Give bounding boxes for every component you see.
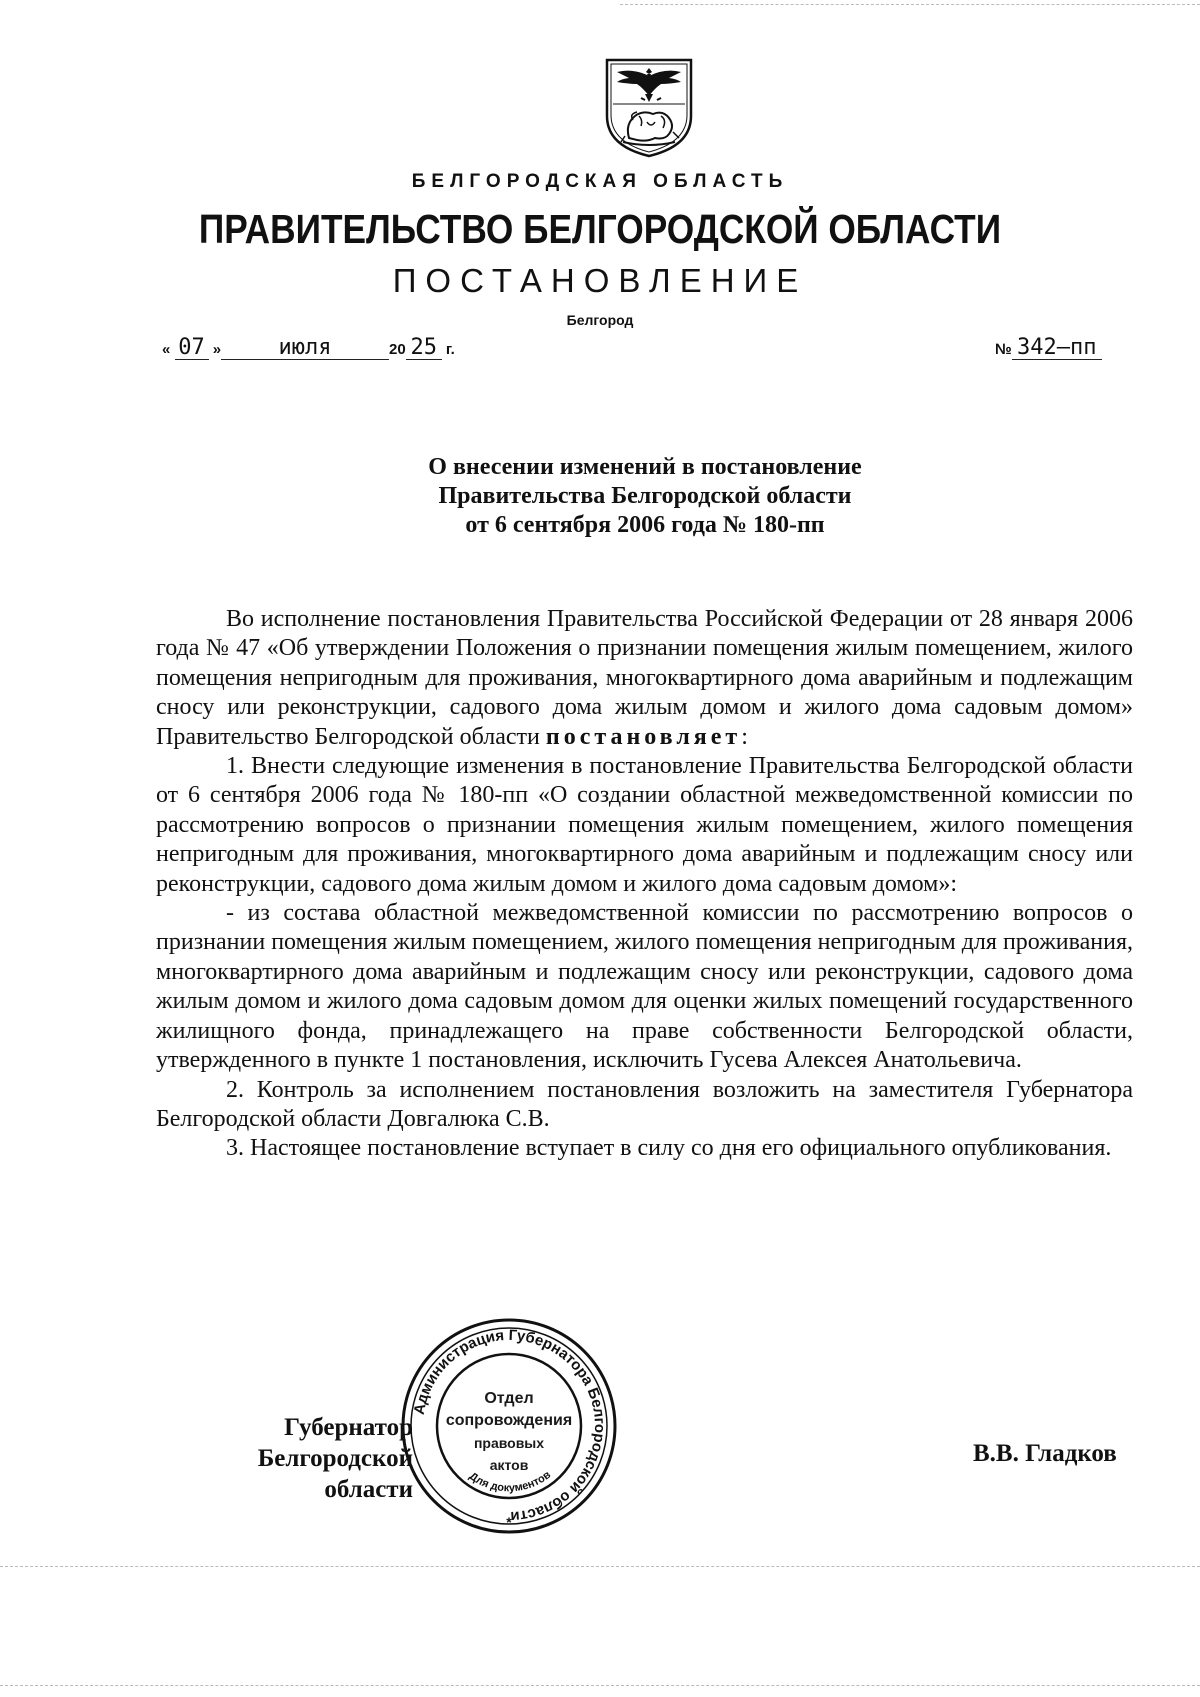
number-value: 342–пп bbox=[1012, 337, 1102, 360]
document-body bbox=[156, 605, 1133, 1164]
paragraph-preamble bbox=[156, 605, 1133, 752]
title-line-3: от 6 сентября 2006 года № 180-пп bbox=[465, 512, 825, 538]
title-line-1: О внесении изменений в постановление bbox=[428, 454, 862, 480]
date-open-quote: « bbox=[162, 341, 171, 358]
stamp-inner-line-2: сопровождения bbox=[445, 1412, 573, 1429]
preamble-decree-word: постановляет bbox=[545, 723, 742, 750]
date-year-abbr: г. bbox=[445, 341, 455, 358]
date-year-prefix: 20 bbox=[389, 341, 406, 358]
signatory-position-line-1: Губернатор bbox=[284, 1414, 413, 1441]
preamble-end: : bbox=[741, 723, 748, 750]
date-year-suffix: 25 bbox=[406, 337, 442, 360]
paragraph-item-3: 3. Настоящее постановление вступает в силу со дня его официального опубликования. bbox=[226, 1135, 1112, 1162]
stamp-ring-text: Администрация Губернатора Белгородской области bbox=[410, 1326, 609, 1526]
date-close-quote: » bbox=[212, 341, 222, 358]
document-title bbox=[0, 453, 1200, 540]
number-label: № bbox=[995, 341, 1012, 358]
scan-edge-top bbox=[620, 4, 1200, 5]
signatory-name: В.В. Гладков bbox=[973, 1440, 1117, 1467]
document-date bbox=[162, 337, 455, 360]
scan-edge-bottom bbox=[0, 1685, 1200, 1686]
paragraph-item-2: 2. Контроль за исполнением постановления возложить на заместителя Губернатора Белгородской области Довгалюка С.В. bbox=[156, 1076, 1133, 1132]
stamp-inner-line-3: правовых bbox=[473, 1435, 545, 1451]
region-name: БЕЛГОРОДСКАЯ ОБЛАСТЬ bbox=[411, 171, 789, 192]
preamble-text: Во исполнение постановления Правительства Российской Федерации от 28 января 2006 года № 47 «Об утверждении Положения о признании помещения жилым помещением, жилого помещения непригодным для проживания, многоквартирного дома аварийным и подлежащим сносу или реконструкции, садового дома жилым домом и жилого дома садовым домом» Правительство Белгородской области bbox=[156, 606, 1133, 750]
scan-fold-line bbox=[0, 1566, 1200, 1567]
stamp-inner-line-4: актов bbox=[489, 1457, 529, 1473]
date-month: июля bbox=[221, 337, 389, 360]
stamp-inner-line-1: Отдел bbox=[484, 1390, 534, 1407]
date-day: 07 bbox=[175, 337, 209, 360]
title-line-2: Правительства Белгородской области bbox=[438, 483, 852, 509]
stamp-star: * bbox=[506, 1514, 512, 1530]
document-city: Белгород bbox=[566, 312, 634, 328]
signatory-position-line-2: Белгородской области bbox=[257, 1445, 413, 1503]
stamp-center-text bbox=[425, 1388, 593, 1476]
document-type: ПОСТАНОВЛЕНИЕ bbox=[392, 262, 808, 299]
stamp-bottom-text: Для документов bbox=[466, 1468, 554, 1495]
paragraph-item-1: 1. Внести следующие изменения в постановление Правительства Белгородской области от 6 сентября 2006 года № 180-пп «О создании областной межведомственной комиссии по рассмотрению вопросов о признании помещения жилым помещением, жилого помещения непригодным для проживания, многоквартирного дома аварийным и подлежащим сносу или реконструкции, садового дома жилым домом и жилого дома садовым домом»: bbox=[156, 753, 1133, 897]
document-number bbox=[995, 337, 1102, 360]
paragraph-item-1-detail: - из состава областной межведомственной комиссии по рассмотрению вопросов о признании помещения жилым помещением, жилого помещения непригодным для проживания, многоквартирного дома аварийным и подлежащим сносу или реконструкции, садового дома жилым домом и жилого дома садовым домом для оценки жилых помещений государственного жилищного фонда, принадлежащего на праве собственности Белгородской области, утвержденного в пункте 1 постановления, исключить Гусева Алексея Анатольевича. bbox=[156, 900, 1134, 1074]
coat-of-arms-emblem bbox=[603, 58, 695, 158]
signatory-position bbox=[188, 1412, 413, 1505]
government-name: ПРАВИТЕЛЬСТВО БЕЛГОРОДСКОЙ ОБЛАСТИ bbox=[198, 206, 1002, 252]
